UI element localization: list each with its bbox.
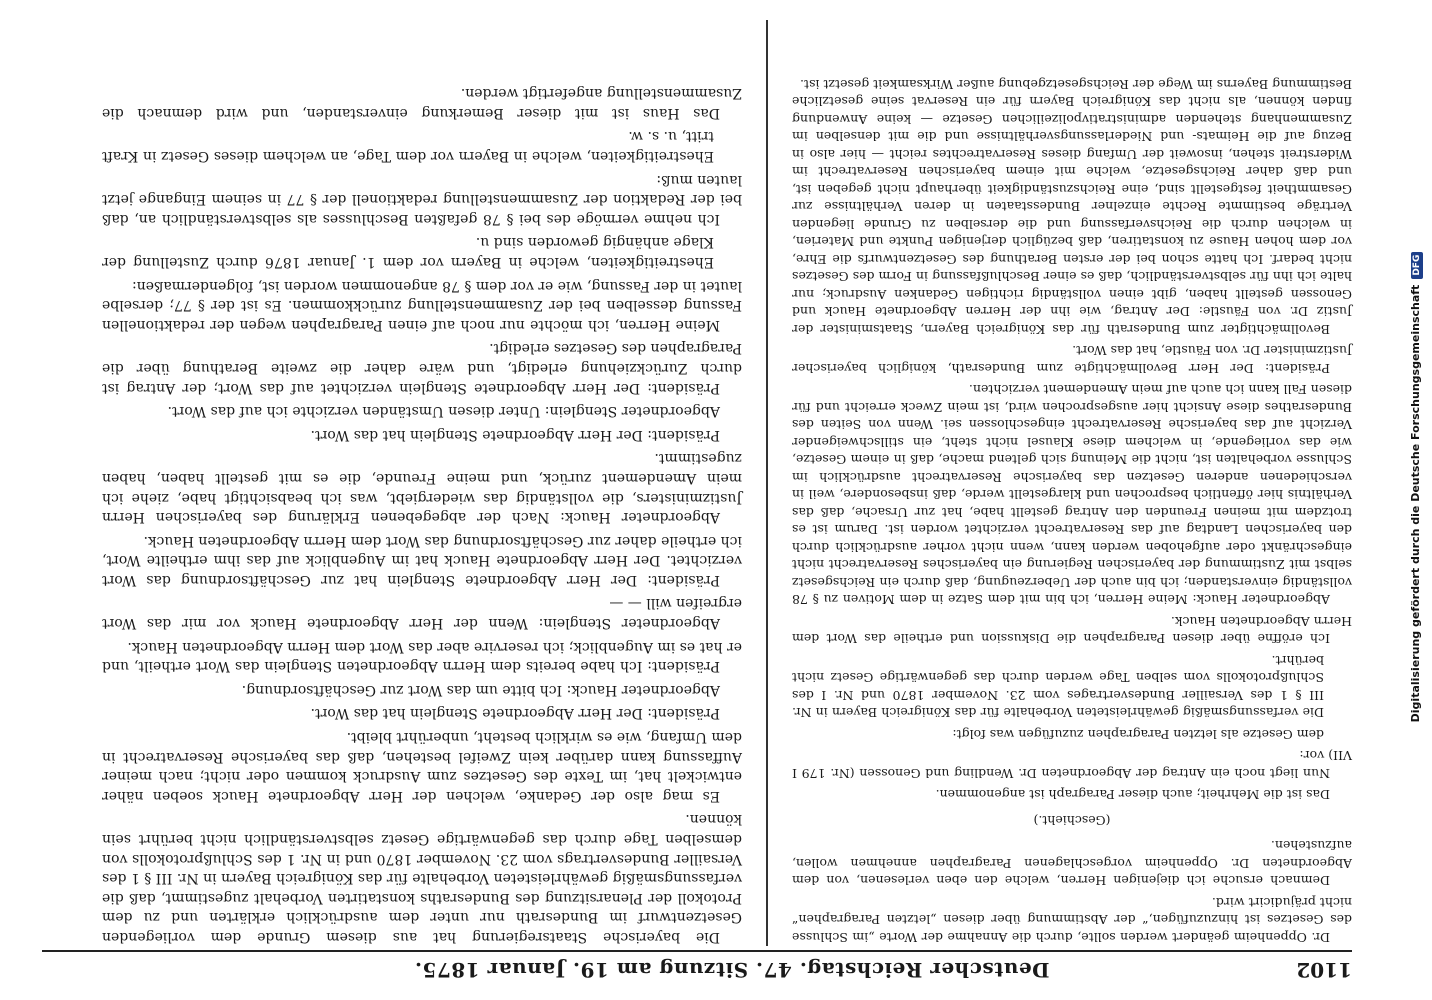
left-column-paragraph: Das ist die Mehrheit; auch dieser Paragraph ist angenommen.: [935, 787, 1330, 803]
column-divider: [766, 20, 768, 946]
left-column-paragraph: Abgeordneter Hauck: Meine Herren, ich bin mit dem Satze in dem Motiven zu § 78 vollständig einverstanden; ich bin auch der Ueberzeugung, daß durch ein Reichsgesetz selbst mit Zustimmung der bayerischen Regierung ein bayerisches Reservatrecht nicht eingeschränkt oder aufgehoben werden kann, wenn nicht vorher ausdrücklich durch den bayerischen Landtag auf das Reservatrecht verzichtet worden ist. Darum ist es trotzdem mit meinen Freunden den Antrag gestellt habe, hat zur Ursache, daß das Verhältnis hier öffentlich besprochen und klargestellt werde, daß insbesondere, weil in verschiedenen anderen Gesetzen das bayerische Reservatrecht ausdrücklich im Schlusse vorbehalten ist, nicht die Meinung sich geltend mache, daß in einem Gesetze, wie das vorliegende, in welchem diese Klausel nicht steht, ein stillschweigender Verzicht auf das bayerische Reservatrecht eingeschlossen sei. Wenn von Seiten des Bundesrathes diese Ansicht hier ausgesprochen wird, ist mein Zweck erreicht und für diesen Fall kann ich auch auf mein Amendement verzichten.: [792, 382, 1352, 608]
left-column-paragraph: Demnach ersuche ich diejenigen Herren, welche den eben verlesenen, von dem Abgeordneten Dr. Oppenheim vorgeschlagenen Paragraphen annehmen wollen, aufzustehen.: [792, 838, 1352, 889]
right-column-paragraph: Es mag also der Gedanke, welchen der Herr Abgeordnete Hauck soeben näher entwickelt hat, im Texte des Gesetzes zum Ausdruck kommen oder nicht; nach meiner Auffassung kann darüber kein Zweifel bestehen, daß das bayerische Reservatrecht in dem Umfang, wie es wirklich besteht, unberührt bleibt.: [102, 729, 742, 804]
right-column-paragraph: Das Haus ist mit dieser Bemerkung einverstanden, und wird demnach die Zusammenstellung angefertigt werden.: [102, 85, 742, 121]
left-column-paragraph: Nun liegt noch ein Antrag der Abgeordneten Dr. Wendling und Genossen (Nr. 179 I VII) vor:: [792, 748, 1352, 781]
dfg-logo: DFG: [1411, 252, 1423, 279]
right-column-paragraph: Ehestreitigkeiten, welche in Bayern vor dem Tage, an welchem dieses Gesetz in Kraft tritt, u. s. w.: [102, 128, 714, 165]
footer-text: Digitalisierung gefördert durch die Deutsche Forschungsgemeinschaft: [1409, 284, 1422, 723]
right-column-paragraph: Ehestreitigkeiten, welche in Bayern vor dem 1. Januar 1876 durch Zustellung der Klage anhängig geworden sind u.: [102, 234, 714, 270]
right-column-paragraph: Abgeordneter Hauck: Ich bitte um das Wort zur Geschäftsordnung.: [241, 681, 720, 698]
left-column: [792, 72, 1352, 947]
right-column-paragraph: Präsident: Ich habe bereits dem Herrn Abgeordneten Stenglein das Wort ertheilt, und er hat es im Augenblick; ich reservire aber das Wort dem Herrn Abgeordneten Hauck.: [102, 638, 742, 675]
page-title: Deutscher Reichstag. 47. Sitzung am 19. Januar 1875.: [414, 958, 1050, 982]
right-column: [102, 79, 742, 946]
page-number: 1102: [1296, 958, 1352, 982]
left-column-paragraph: Dr. Oppenheim geändert werden sollte, durch die Annahme der Worte „im Schlusse des Gesetzes ist hinzuzufügen,“ der Abstimmung über diesen „letzten Paragraphen“ nicht präjudicirt wird.: [792, 895, 1352, 945]
right-column-paragraph: Abgeordneter Stenglein: Unter diesen Umständen verzichte ich auf das Wort.: [167, 403, 720, 420]
left-column-paragraph: Die verfassungsmäßig gewährleisteten Vorbehalte für das Königreich Bayern in Nr. III § 1 des Versailler Bundesvertrages vom 23. November 1870 und Nr. I des Schlußprotokolls vom selben Tage werden durch das gegenwärtige Gesetz nicht berührt.: [792, 653, 1324, 721]
right-column-paragraph: Abgeordneter Stenglein: Wenn der Herr Abgeordnete Hauck vor mir das Wort ergreifen will — —: [102, 595, 742, 632]
left-column-paragraph: dem Gesetze als letzten Paragraphen zuzufügen was folgt:: [952, 727, 1324, 742]
left-column-paragraph: (Geschieht.): [1033, 813, 1111, 828]
right-column-paragraph: Ich nehme vermöge des bei § 78 gefaßten Beschlusses als selbstverständlich an, daß bei der Redaktion der Zusammenstellung redaktionell der § 77 in seinem Eingange jetzt lauten muß:: [102, 171, 742, 227]
right-column-paragraph: Abgeordneter Hauck: Nach der abgegebenen Erklärung des bayerischen Herrn Justizministers, die vollständig das wiedergiebt, was ich beabsichtigt habe, ziehe ich mein Amendement zurück, und meine Freunde, die es mit gestellt haben, haben zugestimmt.: [102, 450, 742, 526]
footer-credit: [1409, 7, 1423, 967]
left-column-paragraph: Ich eröffne über diesen Paragraphen die Diskussion und ertheile das Wort dem Herrn Abgeordneten Hauck.: [792, 614, 1352, 647]
right-column-paragraph: Präsident: Der Herr Abgeordnete Stenglein hat das Wort.: [310, 705, 720, 722]
right-column-paragraph: Präsident: Der Herr Abgeordnete Stenglein hat das Wort.: [310, 426, 720, 443]
left-column-paragraph: Bevollmächtigter zum Bundesrath für das Königreich Bayern, Staatsminister der Justiz Dr. von Fäustle: Der Antrag, wie ihn der Herren Abgeordnete Hauck und Genossen gestellt haben, gibt einen vollständig richtigen Gedanken Ausdruck; nur halte ich ihn für selbstverständlich, daß es einer Beschlußfassung in Form des Gesetzes nicht bedarf. Ich hatte schon bei der ersten Berathung des Gesetzentwurfs die Ehre, vor dem hohen Hause zu konstatiren, daß bezüglich derjenigen Punkte und Materien, in welchen durch die Reichsverfassung und die derselben zu Grunde liegenden Verträge bestimmte Rechte einzelner Bundesstaaten in deren Verhältnisse zur Gesammtheit festgestellt sind, eine Reichszuständigkeit überhaupt nicht gegeben ist, und daß daher Reichsgesetze, welche mit einem bayerischen Reservatrecht im Widerstreit stehen, insoweit der Umfang dieses Reservatrechtes reicht — hier also in Bezug auf die Heimats- und Niederlassungsverhältnisse und die mit denselben im Zusammenhang stehenden administrativpolizeilichen Gesetze — keine Anwendung finden können, als nicht das Königreich Bayern für ein Reservat seine gesetzliche Bestimmung Bayerns im Wege der Reichsgesetzgebung außer Wirksamkeit gesetzt ist.: [792, 77, 1352, 337]
right-column-paragraph: Präsident: Der Herr Abgeordnete Stenglein verzichtet auf das Wort; der Antrag ist durch Zurückziehung erledigt, und wäre daher die zweite Berathung über die Paragraphen des Gesetzes erledigt.: [102, 340, 742, 396]
header-rule: [42, 950, 1352, 952]
footer: [1406, 0, 1430, 1000]
left-column-paragraph: Präsident: Der Herr Bevollmächtigte zum Bundesrath, königlich bayerischer Justizminister Dr. von Fäustle, hat das Wort.: [792, 343, 1352, 376]
right-column-paragraph: Präsident: Der Herr Abgeordnete Stenglein hat zur Geschäftsordnung das Wort verzichtet. Der Herr Abgeordnete Hauck hat im Augenblick auf das ihm ertheilte Wort, ich ertheile daher zur Geschäftsordnung das Wort dem Herrn Abgeordneten Hauck.: [102, 532, 742, 588]
right-column-paragraph: Meine Herren, ich möchte nur noch auf einen Paragraphen wegen der redaktionellen Fassung desselben bei der Zusammenstellung zurückkommen. Es ist der § 77; derselbe lautet in der Fassung, wie er vor dem § 78 angenommen worden ist, folgendermaßen:: [102, 277, 742, 333]
right-column-paragraph: Die bayerische Staatsregierung hat aus diesem Grunde dem vorliegenden Gesetzentwurf im Bundesrath nur unter dem ausdrücklich erklärten und zu dem Protokoll der Plenarsitzung des Bundesraths konstatirten Vorbehalt zugestimmt, daß die verfassungsmäßig gewährleisteten Vorbehalte für das Königreich Bayern in Nr. III § 1 des Versailler Bundesvertrags vom 23. November 1870 und in Nr. 1 des Schlußprotokolls von demselben Tage durch das gegenwärtige Gesetz selbstverständlich nicht berührt sein können.: [102, 811, 742, 945]
page-header: [42, 952, 1352, 982]
